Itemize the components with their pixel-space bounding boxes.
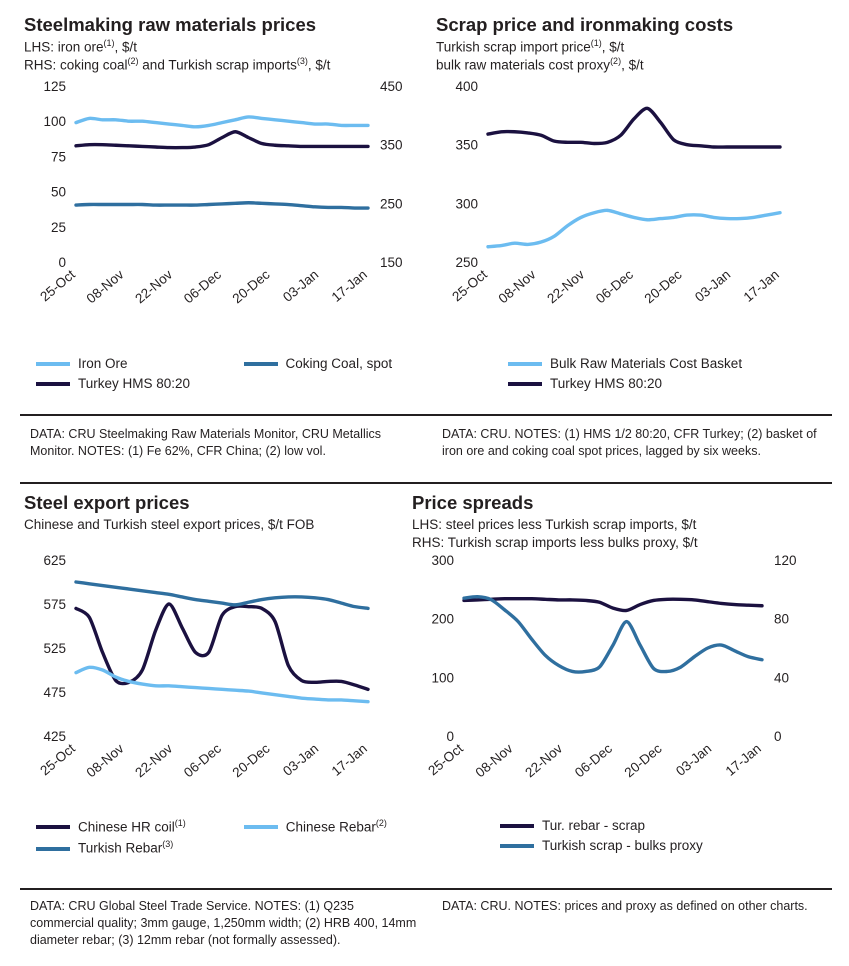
legend-swatch-coking-coal <box>244 362 278 366</box>
svg-text:50: 50 <box>50 184 66 200</box>
legend-item-chinese-hr <box>36 818 186 836</box>
svg-text:25-Oct: 25-Oct <box>449 266 490 305</box>
svg-text:120: 120 <box>774 553 797 568</box>
legend-label-rebar-scrap: Tur. rebar - scrap <box>542 818 646 833</box>
series-line <box>76 582 368 608</box>
legend-item-turkey-hms <box>36 376 190 393</box>
legend-label-chinese-hr <box>78 818 186 836</box>
legend-export-prices <box>36 818 436 861</box>
legend-label-bulk-basket: Bulk Raw Materials Cost Basket <box>550 356 743 371</box>
svg-text:03-Jan: 03-Jan <box>279 740 322 779</box>
legend-label-text: Chinese Rebar <box>285 819 376 835</box>
subtitle-text: RHS: coking coal <box>24 57 128 73</box>
legend-row <box>36 376 436 393</box>
chart-price-spreads <box>408 550 832 810</box>
panel-price-spreads <box>412 492 832 551</box>
subtitle-text: LHS: iron ore <box>24 39 104 55</box>
footnote-price-spreads: DATA: CRU. NOTES: prices and proxy as defined on other charts. <box>442 899 808 913</box>
chart-raw-materials <box>20 76 424 336</box>
svg-text:20-Dec: 20-Dec <box>229 740 273 781</box>
legend-label-scrap-bulks: Turkish scrap - bulks proxy <box>542 837 703 853</box>
superscript-marker: (3) <box>296 56 308 67</box>
svg-text:400: 400 <box>455 79 478 94</box>
svg-text:06-Dec: 06-Dec <box>592 266 636 307</box>
svg-text:200: 200 <box>431 611 454 627</box>
legend-swatch-bulk-basket <box>508 362 542 366</box>
subtitle-text: , $/t <box>621 57 644 73</box>
svg-text:250: 250 <box>455 255 478 270</box>
superscript-marker: (2) <box>127 56 139 67</box>
panel-title-export-prices: Steel export prices <box>24 492 190 513</box>
superscript-marker: (2) <box>610 56 622 67</box>
svg-text:22-Nov: 22-Nov <box>544 266 588 307</box>
panel-export-prices <box>24 492 424 534</box>
panel-title-price-spreads: Price spreads <box>412 492 534 513</box>
svg-text:0: 0 <box>446 729 454 744</box>
svg-text:17-Jan: 17-Jan <box>328 740 370 779</box>
svg-text:25-Oct: 25-Oct <box>37 266 78 305</box>
superscript-marker: (1) <box>103 37 115 48</box>
legend-swatch-chinese-rebar <box>244 825 278 829</box>
svg-text:08-Nov: 08-Nov <box>83 266 127 307</box>
panel-raw-materials <box>24 14 424 74</box>
footnote-export-prices: DATA: CRU Global Steel Trade Service. NOTES: (1) Q235 commercial quality; 3mm gauge, 1,250mm width; (2) HRB 400, 14mm diameter rebar; (3) 12mm rebar (not formally assessed). <box>30 899 417 947</box>
superscript-marker: (2) <box>375 818 387 828</box>
series-line <box>488 108 780 147</box>
legend-swatch-turkey-hms-2 <box>508 382 542 386</box>
svg-text:22-Nov: 22-Nov <box>132 266 176 307</box>
panel-subtitle-price-spreads-1: LHS: steel prices less Turkish scrap imports, $/t <box>412 516 697 532</box>
legend-label-turkey-hms-2: Turkey HMS 80:20 <box>550 375 663 391</box>
panel-subtitle-scrap-2 <box>436 56 836 74</box>
legend-label-chinese-rebar <box>286 818 387 836</box>
subtitle-text: Turkish scrap import price <box>436 39 591 55</box>
legend-row <box>448 356 848 373</box>
legend-row <box>500 818 840 835</box>
footnote-raw-materials: DATA: CRU Steelmaking Raw Materials Monitor, CRU Metallics Monitor. NOTES: (1) Fe 62%, CFR China; (2) low vol. <box>30 427 382 458</box>
panel-scrap-ironmaking <box>436 14 836 74</box>
legend-swatch-chinese-hr <box>36 825 70 829</box>
legend-swatch-turkish-rebar <box>36 847 70 851</box>
legend-label-iron-ore: Iron Ore <box>78 356 128 371</box>
svg-text:75: 75 <box>50 149 66 165</box>
panel-subtitle-scrap-1 <box>436 38 836 56</box>
series-line <box>76 203 368 208</box>
subtitle-text: and Turkish scrap imports <box>138 57 297 73</box>
superscript-marker: (1) <box>590 37 602 48</box>
svg-text:625: 625 <box>43 553 66 568</box>
svg-text:08-Nov: 08-Nov <box>472 740 516 781</box>
svg-text:25-Oct: 25-Oct <box>37 740 78 779</box>
legend-item-turkish-rebar <box>36 839 173 857</box>
svg-text:525: 525 <box>43 641 66 656</box>
svg-text:450: 450 <box>380 79 403 94</box>
svg-text:100: 100 <box>43 114 66 130</box>
series-line <box>76 132 368 148</box>
legend-item-iron-ore <box>36 356 128 373</box>
svg-text:25: 25 <box>50 219 66 235</box>
svg-text:03-Jan: 03-Jan <box>672 740 715 779</box>
svg-text:17-Jan: 17-Jan <box>740 266 782 305</box>
chart-scrap-ironmaking <box>432 76 836 336</box>
svg-text:20-Dec: 20-Dec <box>621 740 665 781</box>
svg-text:20-Dec: 20-Dec <box>229 266 273 307</box>
svg-text:17-Jan: 17-Jan <box>722 740 764 779</box>
legend-raw-materials <box>36 356 436 396</box>
legend-price-spreads <box>500 818 840 858</box>
legend-item-scrap-bulks <box>500 838 703 855</box>
svg-text:20-Dec: 20-Dec <box>641 266 685 307</box>
legend-row <box>36 839 436 857</box>
legend-label-text: Turkish Rebar <box>78 840 163 856</box>
svg-text:0: 0 <box>774 729 782 744</box>
legend-item-turkey-hms-2 <box>508 376 662 393</box>
svg-text:17-Jan: 17-Jan <box>328 266 370 305</box>
panel-title-raw-materials: Steelmaking raw materials prices <box>24 14 317 35</box>
legend-swatch-rebar-scrap <box>500 824 534 828</box>
panel-subtitle-price-spreads-2: RHS: Turkish scrap imports less bulks proxy, $/t <box>412 534 698 550</box>
series-line <box>76 117 368 127</box>
legend-swatch-iron-ore <box>36 362 70 366</box>
legend-swatch-scrap-bulks <box>500 844 534 848</box>
chart-svg-scrap-ironmaking <box>432 76 836 336</box>
footnote-scrap-ironmaking: DATA: CRU. NOTES: (1) HMS 1/2 80:20, CFR Turkey; (2) basket of iron ore and coking coal spot prices, lagged by six weeks. <box>442 427 817 458</box>
svg-text:06-Dec: 06-Dec <box>571 740 615 781</box>
subtitle-text: bulk raw materials cost proxy <box>436 57 611 73</box>
legend-item-bulk-basket <box>508 356 742 373</box>
svg-text:350: 350 <box>455 137 478 153</box>
legend-row <box>448 376 848 393</box>
legend-label-text: Chinese HR coil <box>78 819 175 835</box>
svg-text:03-Jan: 03-Jan <box>691 266 734 305</box>
svg-text:06-Dec: 06-Dec <box>180 740 224 781</box>
series-line <box>76 604 368 689</box>
divider-middle <box>20 482 832 484</box>
chart-svg-export-prices <box>20 550 424 810</box>
legend-row <box>36 356 436 373</box>
panel-subtitle-raw-materials-2 <box>24 56 424 74</box>
legend-row <box>500 838 840 855</box>
divider-top <box>20 414 832 416</box>
panel-subtitle-raw-materials-1 <box>24 38 424 56</box>
svg-text:22-Nov: 22-Nov <box>132 740 176 781</box>
svg-text:125: 125 <box>43 79 66 94</box>
legend-scrap-ironmaking <box>448 356 848 396</box>
subtitle-text: , $/t <box>307 57 331 73</box>
legend-item-coking-coal <box>244 356 393 373</box>
legend-label-turkey-hms: Turkey HMS 80:20 <box>78 375 191 391</box>
svg-text:03-Jan: 03-Jan <box>279 266 322 305</box>
svg-text:300: 300 <box>455 196 478 212</box>
svg-text:22-Nov: 22-Nov <box>522 740 566 781</box>
chart-svg-price-spreads <box>408 550 832 810</box>
svg-text:80: 80 <box>774 611 790 627</box>
svg-text:425: 425 <box>43 729 66 744</box>
subtitle-text: , $/t <box>114 39 138 55</box>
svg-text:250: 250 <box>380 196 403 212</box>
svg-text:300: 300 <box>431 553 454 568</box>
svg-text:100: 100 <box>431 670 454 686</box>
svg-text:0: 0 <box>58 255 66 270</box>
panel-title-scrap-ironmaking: Scrap price and ironmaking costs <box>436 14 734 35</box>
superscript-marker: (3) <box>162 839 174 850</box>
legend-label-coking-coal: Coking Coal, spot <box>285 356 393 371</box>
subtitle-text: , $/t <box>601 39 625 55</box>
chart-svg-raw-materials <box>20 76 424 336</box>
svg-text:350: 350 <box>380 137 403 153</box>
svg-text:150: 150 <box>380 255 403 270</box>
superscript-marker: (1) <box>174 818 186 828</box>
svg-text:08-Nov: 08-Nov <box>83 740 127 781</box>
svg-text:25-Oct: 25-Oct <box>425 740 466 779</box>
chart-export-prices <box>20 550 424 810</box>
legend-item-chinese-rebar <box>244 818 387 836</box>
svg-text:575: 575 <box>43 597 66 612</box>
series-line <box>464 599 762 611</box>
legend-swatch-turkey-hms <box>36 382 70 386</box>
panel-subtitle-export-prices: Chinese and Turkish steel export prices, $/t FOB <box>24 516 315 532</box>
divider-bottom <box>20 888 832 890</box>
legend-label-turkish-rebar <box>78 839 173 857</box>
legend-row <box>36 818 436 836</box>
svg-text:475: 475 <box>43 685 66 700</box>
svg-text:40: 40 <box>774 670 790 686</box>
svg-text:08-Nov: 08-Nov <box>495 266 539 307</box>
series-line <box>488 210 780 246</box>
svg-text:06-Dec: 06-Dec <box>180 266 224 307</box>
legend-item-rebar-scrap <box>500 818 645 835</box>
